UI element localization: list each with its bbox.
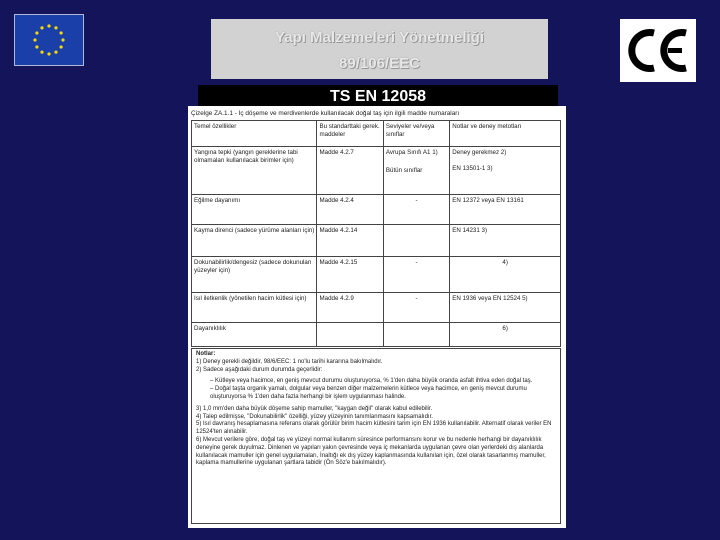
ce-mark-icon xyxy=(620,19,696,82)
table-row xyxy=(192,323,561,347)
star-icon xyxy=(40,51,43,54)
table-notes xyxy=(191,348,561,524)
note-cell: 4) xyxy=(450,257,561,293)
level-cell xyxy=(383,147,449,195)
table-row xyxy=(192,147,561,195)
note-cell: EN 1936 veya EN 12524 5) xyxy=(450,293,561,323)
clause-cell: Madde 4.2.4 xyxy=(317,195,383,225)
table-row xyxy=(192,195,561,225)
note-2-bullet: – Doğal taşta organik yamalı, dolgular veya benzen diğer malzemelerin kütlece veya hacimce, en geniş mevcut durumu oluşturuyorsa % 1'den daha fazla herhangi bir işlem uygulanması halinde. xyxy=(210,386,527,400)
standard-table-scan xyxy=(188,106,566,528)
clause-cell: Madde 4.2.14 xyxy=(317,225,383,257)
notes-heading: Notlar: xyxy=(196,351,216,357)
clause-cell xyxy=(317,323,383,347)
clause-cell: Madde 4.2.7 xyxy=(317,147,383,195)
star-icon xyxy=(54,51,57,54)
level-cell: - xyxy=(383,195,449,225)
star-icon xyxy=(61,38,64,41)
star-icon xyxy=(47,52,50,55)
table-row xyxy=(192,293,561,323)
note-4: 4) Talep edilmişse, "Dokunabilirlik" özelliği, yüzey yüzeyinin tanımlanmasını kapsamalıdır. xyxy=(196,413,433,420)
note-cell xyxy=(450,147,561,195)
note-cell: EN 14231 3) xyxy=(450,225,561,257)
note-5: 5) Isıl davranış hesaplamasına referans olarak görülür birim hacim kütlesini tarim için EN 1936 kullanılabilir. Alternatif olarak veriler EN 12524'ten alınabilir. xyxy=(196,421,552,436)
note-3: 3) 1,0 mm'den daha büyük döşeme sahip mamuller, "kaygan değil" olarak kabul edilebilir. xyxy=(196,405,433,412)
column-header: Seviyeler ve/veya sınıflar xyxy=(383,121,449,147)
note-2: 2) Sadece aşağıdaki durum durumda geçerlidir: xyxy=(196,366,323,373)
table-header-row xyxy=(192,121,561,147)
column-header: Temel özellikler xyxy=(192,121,317,147)
table-row xyxy=(192,225,561,257)
note-6: 6) Mevcut verilere göre, doğal taş ve yüzeyi normal kullanım süresince performansını korur ve bu nedenle herhangi bir dayanıklılık deneyine gerek duyulmaz. Dinlenen ve yapıları yakın çevresinde veya iç mekanlarda uygulanan çevre olan yerlerdeki dış alanlarda kullanılacak mamuller için genel uygulamaları, İnaltığı ek dış yüzey kaplanmasında kullanılan için, özel olarak tasarlanmış mamuller, kaplama mamullerine uygulanan şartlara tabidir (Ön Söz'e bakılmalıdır). xyxy=(196,436,546,467)
column-header: Notlar ve deney metotları xyxy=(450,121,561,147)
level-cell xyxy=(383,323,449,347)
column-header: Bu standarttaki gerek. maddeler xyxy=(317,121,383,147)
eu-stars-icon xyxy=(15,15,83,65)
property-cell: Kayma direnci (sadece yürüme alanları için) xyxy=(192,225,317,257)
star-icon xyxy=(33,38,36,41)
table-row xyxy=(192,257,561,293)
note-text: Deney gerekmez 2) xyxy=(452,149,507,156)
directive-number: 89/106/EEC xyxy=(339,55,420,72)
level-cell: - xyxy=(383,257,449,293)
note-cell: EN 12372 veya EN 13161 xyxy=(450,195,561,225)
star-icon xyxy=(60,31,63,34)
page-title: Yapı Malzemeleri Yönetmeliği xyxy=(275,29,484,46)
star-icon xyxy=(35,45,38,48)
property-cell: Dayanıklılık xyxy=(192,323,317,347)
star-icon xyxy=(47,24,50,27)
note-text: EN 13501-1 3) xyxy=(452,164,493,172)
level-text: Bütün sınıflar xyxy=(385,166,423,174)
star-icon xyxy=(35,31,38,34)
property-cell: Eğilme dayanımı xyxy=(192,195,317,225)
table-caption: Çizelge ZA.1.1 - İç döşeme ve merdivenlerde kullanılacak doğal taş için ilgili madde numaraları xyxy=(191,110,460,117)
header-title-box xyxy=(211,19,548,79)
standard-number: TS EN 12058 xyxy=(198,85,558,109)
note-2-bullet: – Kütleye veya hacimce, en geniş mevcut durumu oluşturuyorsa, % 1'den daha büyük oranda asfalt ihtiva eden doğal taş. xyxy=(210,378,533,385)
star-icon xyxy=(40,26,43,29)
property-cell: Yangına tepki (yangın gereklerine tabi olmamaları kullanılacak birimler için) xyxy=(192,147,317,195)
note-1: 1) Deney gerekli değildir, 98/6/EEC: 1 no'lu tarihi kararına bakılmalıdır. xyxy=(196,358,383,365)
level-cell: - xyxy=(383,293,449,323)
note-cell: 6) xyxy=(450,323,561,347)
eu-flag-icon xyxy=(14,14,84,66)
star-icon xyxy=(60,45,63,48)
property-cell: Dokunabilirlik/dengesiz (sadece dokunulan yüzeyler için) xyxy=(192,257,317,293)
clause-cell: Madde 4.2.9 xyxy=(317,293,383,323)
level-cell xyxy=(383,225,449,257)
property-cell: Isıl iletkenlik (yönetilen hacim kütlesi için) xyxy=(192,293,317,323)
requirements-table xyxy=(191,120,561,347)
clause-cell: Madde 4.2.15 xyxy=(317,257,383,293)
level-text: Avrupa Sınıfı A1 1) xyxy=(385,149,438,156)
star-icon xyxy=(54,26,57,29)
